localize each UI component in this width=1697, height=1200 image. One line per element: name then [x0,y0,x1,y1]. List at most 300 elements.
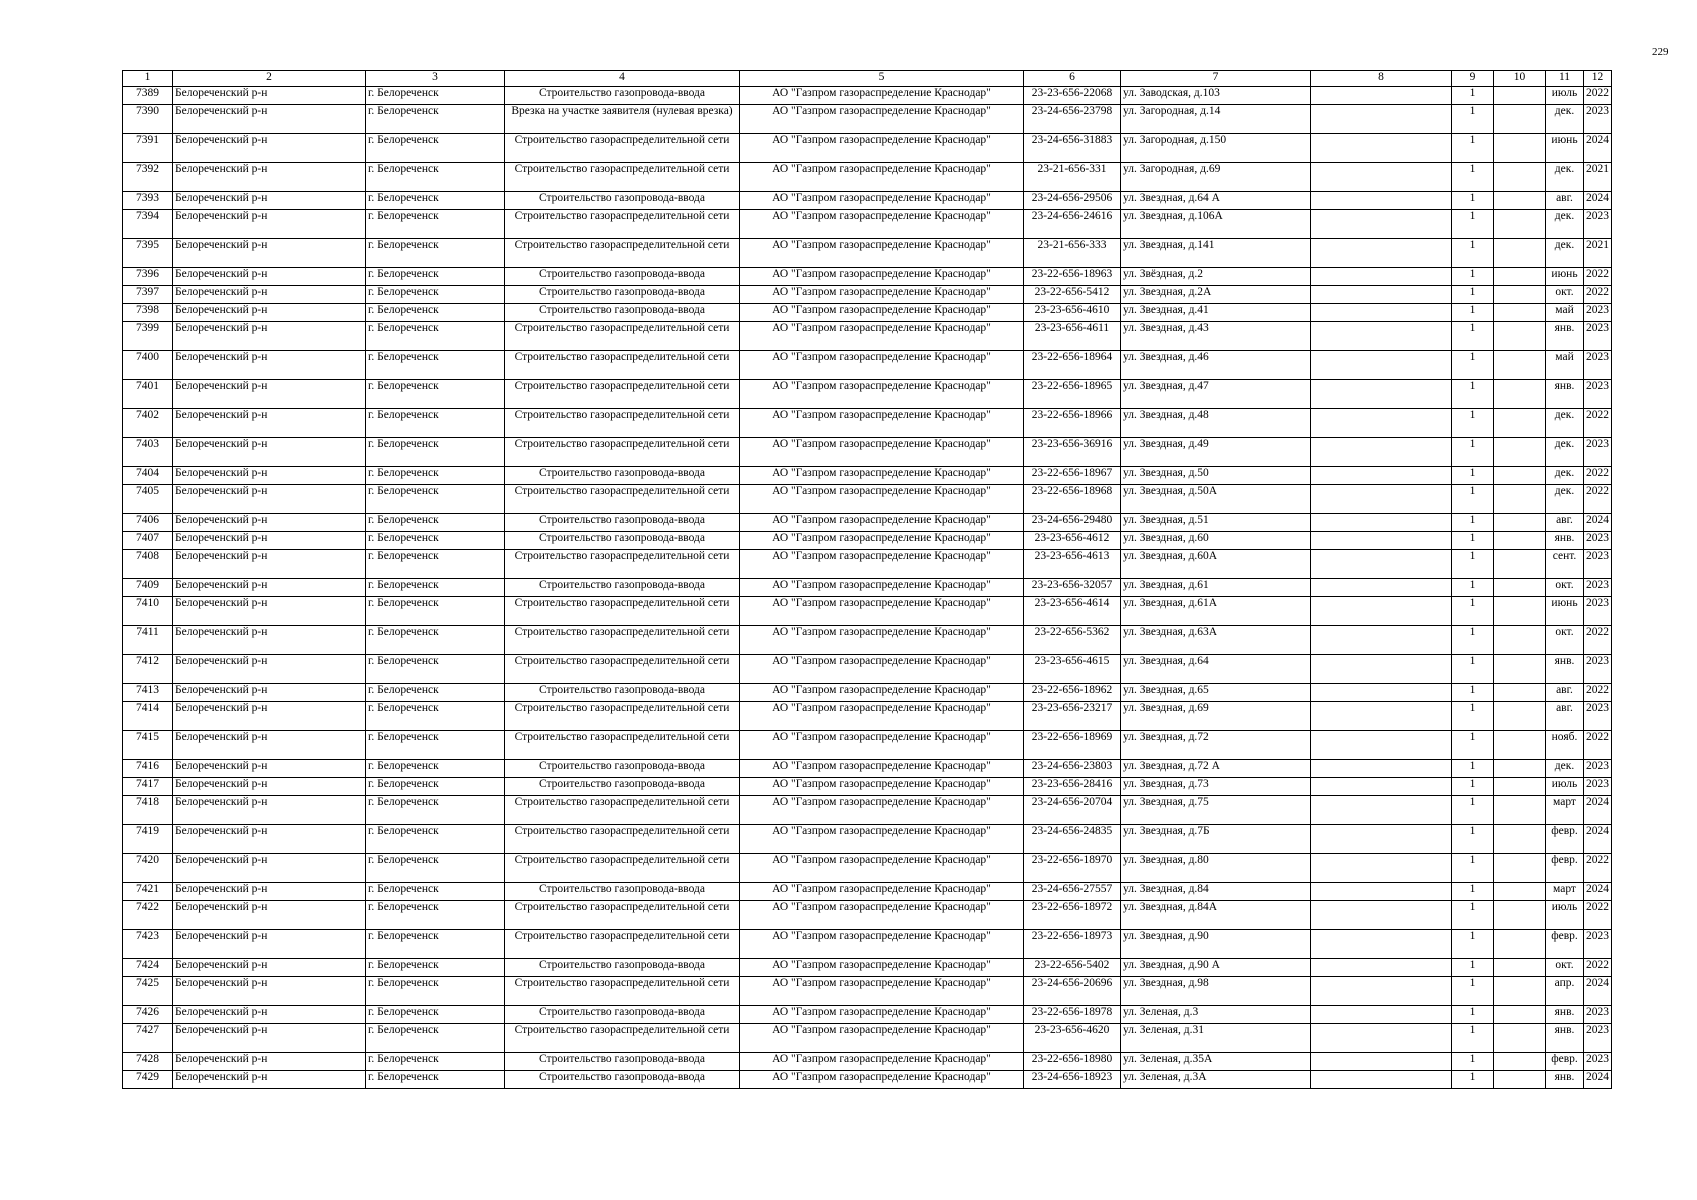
table-row [123,702,1612,731]
cell-organization: АО "Газпром газораспределение Краснодар" [740,286,1024,304]
cell-col8 [1311,514,1452,532]
cell-number: 7408 [123,550,173,579]
cell-work-type: Строительство газопровода-ввода [505,532,740,550]
cell-organization: АО "Газпром газораспределение Краснодар" [740,597,1024,626]
cell-quantity: 1 [1452,1053,1494,1071]
cell-number: 7425 [123,977,173,1006]
cell-col8 [1311,930,1452,959]
cell-organization: АО "Газпром газораспределение Краснодар" [740,760,1024,778]
cell-col10 [1494,597,1546,626]
cell-month: дек. [1546,760,1584,778]
cell-year: 2023 [1584,380,1612,409]
cell-organization: АО "Газпром газораспределение Краснодар" [740,579,1024,597]
cell-work-type: Строительство газораспределительной сети [505,796,740,825]
cell-year: 2023 [1584,760,1612,778]
cell-col8 [1311,409,1452,438]
cell-city: г. Белореченск [366,286,505,304]
cell-col8 [1311,1071,1452,1089]
cell-address: ул. Звездная, д.80 [1121,854,1311,883]
cell-organization: АО "Газпром газораспределение Краснодар" [740,532,1024,550]
cell-address: ул. Звездная, д.60 [1121,532,1311,550]
cell-organization: АО "Газпром газораспределение Краснодар" [740,134,1024,163]
cell-col8 [1311,532,1452,550]
cell-organization: АО "Газпром газораспределение Краснодар" [740,514,1024,532]
cell-year: 2024 [1584,883,1612,901]
column-header-5: 5 [740,71,1024,87]
cell-address: ул. Звездная, д.49 [1121,438,1311,467]
cell-organization: АО "Газпром газораспределение Краснодар" [740,684,1024,702]
cell-address: ул. Звездная, д.90 А [1121,959,1311,977]
cell-organization: АО "Газпром газораспределение Краснодар" [740,268,1024,286]
cell-month: окт. [1546,959,1584,977]
cell-district: Белореченский р-н [173,438,366,467]
cell-work-type: Строительство газопровода-ввода [505,1071,740,1089]
cell-number: 7428 [123,1053,173,1071]
cell-district: Белореченский р-н [173,579,366,597]
cell-month: дек. [1546,163,1584,192]
cell-number: 7426 [123,1006,173,1024]
cell-work-type: Строительство газораспределительной сети [505,134,740,163]
cell-address: ул. Загородная, д.69 [1121,163,1311,192]
cell-quantity: 1 [1452,930,1494,959]
cell-district: Белореченский р-н [173,87,366,105]
cell-month: май [1546,304,1584,322]
table-row [123,380,1612,409]
table-row [123,579,1612,597]
cell-month: май [1546,351,1584,380]
cell-month: дек. [1546,467,1584,485]
cell-quantity: 1 [1452,959,1494,977]
cell-city: г. Белореченск [366,901,505,930]
cell-organization: АО "Газпром газораспределение Краснодар" [740,1024,1024,1053]
cell-quantity: 1 [1452,351,1494,380]
cell-col8 [1311,684,1452,702]
cell-col10 [1494,304,1546,322]
cell-work-type: Строительство газораспределительной сети [505,901,740,930]
cell-organization: АО "Газпром газораспределение Краснодар" [740,550,1024,579]
cell-year: 2024 [1584,1071,1612,1089]
cell-organization: АО "Газпром газораспределение Краснодар" [740,409,1024,438]
cell-number: 7406 [123,514,173,532]
cell-district: Белореченский р-н [173,467,366,485]
cell-city: г. Белореченск [366,304,505,322]
cell-address: ул. Зеленая, д.31 [1121,1024,1311,1053]
cell-district: Белореченский р-н [173,286,366,304]
cell-work-type: Строительство газораспределительной сети [505,825,740,854]
cell-city: г. Белореченск [366,514,505,532]
cell-organization: АО "Газпром газораспределение Краснодар" [740,778,1024,796]
cell-col10 [1494,485,1546,514]
cell-quantity: 1 [1452,304,1494,322]
cell-work-type: Строительство газораспределительной сети [505,1024,740,1053]
cell-district: Белореченский р-н [173,626,366,655]
cell-work-type: Строительство газопровода-ввода [505,514,740,532]
cell-district: Белореченский р-н [173,854,366,883]
cell-number: 7402 [123,409,173,438]
cell-code: 23-22-656-5402 [1024,959,1121,977]
cell-city: г. Белореченск [366,977,505,1006]
cell-col10 [1494,268,1546,286]
cell-code: 23-22-656-18973 [1024,930,1121,959]
cell-address: ул. Звездная, д.73 [1121,778,1311,796]
cell-col8 [1311,485,1452,514]
cell-district: Белореченский р-н [173,883,366,901]
cell-number: 7392 [123,163,173,192]
cell-number: 7422 [123,901,173,930]
cell-year: 2022 [1584,731,1612,760]
cell-work-type: Строительство газораспределительной сети [505,409,740,438]
table-row [123,655,1612,684]
cell-address: ул. Звездная, д.72 А [1121,760,1311,778]
cell-col8 [1311,87,1452,105]
cell-district: Белореченский р-н [173,192,366,210]
table-row [123,322,1612,351]
cell-work-type: Врезка на участке заявителя (нулевая врезка) [505,105,740,134]
cell-quantity: 1 [1452,702,1494,731]
cell-code: 23-24-656-18923 [1024,1071,1121,1089]
cell-work-type: Строительство газораспределительной сети [505,485,740,514]
cell-year: 2023 [1584,1024,1612,1053]
table-row [123,550,1612,579]
cell-quantity: 1 [1452,1071,1494,1089]
cell-col10 [1494,192,1546,210]
cell-city: г. Белореченск [366,1024,505,1053]
table-row [123,163,1612,192]
cell-address: ул. Зеленая, д.3А [1121,1071,1311,1089]
cell-quantity: 1 [1452,322,1494,351]
cell-address: ул. Звездная, д.141 [1121,239,1311,268]
cell-district: Белореченский р-н [173,977,366,1006]
cell-organization: АО "Газпром газораспределение Краснодар" [740,351,1024,380]
cell-address: ул. Загородная, д.14 [1121,105,1311,134]
cell-district: Белореченский р-н [173,550,366,579]
cell-quantity: 1 [1452,438,1494,467]
cell-year: 2023 [1584,1006,1612,1024]
cell-year: 2022 [1584,409,1612,438]
cell-district: Белореченский р-н [173,1024,366,1053]
cell-number: 7416 [123,760,173,778]
table-row [123,1024,1612,1053]
page-number: 229 [1652,46,1669,58]
cell-quantity: 1 [1452,760,1494,778]
cell-quantity: 1 [1452,210,1494,239]
cell-organization: АО "Газпром газораспределение Краснодар" [740,322,1024,351]
register-table [122,70,1612,1089]
cell-month: янв. [1546,1071,1584,1089]
cell-code: 23-23-656-4614 [1024,597,1121,626]
table-row [123,268,1612,286]
cell-code: 23-21-656-331 [1024,163,1121,192]
table-row [123,192,1612,210]
cell-number: 7397 [123,286,173,304]
cell-year: 2022 [1584,87,1612,105]
cell-work-type: Строительство газораспределительной сети [505,702,740,731]
cell-col10 [1494,977,1546,1006]
cell-work-type: Строительство газораспределительной сети [505,854,740,883]
cell-quantity: 1 [1452,796,1494,825]
cell-code: 23-23-656-32057 [1024,579,1121,597]
cell-col10 [1494,579,1546,597]
table-row [123,977,1612,1006]
cell-address: ул. Звездная, д.41 [1121,304,1311,322]
cell-code: 23-24-656-20696 [1024,977,1121,1006]
cell-month: сент. [1546,550,1584,579]
cell-city: г. Белореченск [366,532,505,550]
cell-code: 23-24-656-24616 [1024,210,1121,239]
cell-month: июль [1546,87,1584,105]
cell-city: г. Белореченск [366,192,505,210]
cell-quantity: 1 [1452,514,1494,532]
table-row [123,286,1612,304]
cell-city: г. Белореченск [366,883,505,901]
cell-address: ул. Звездная, д.48 [1121,409,1311,438]
cell-quantity: 1 [1452,883,1494,901]
cell-quantity: 1 [1452,268,1494,286]
cell-col8 [1311,901,1452,930]
cell-col10 [1494,532,1546,550]
table-row [123,684,1612,702]
cell-address: ул. Звездная, д.7Б [1121,825,1311,854]
table-row [123,467,1612,485]
table-row [123,778,1612,796]
cell-number: 7396 [123,268,173,286]
cell-quantity: 1 [1452,105,1494,134]
table-row [123,597,1612,626]
cell-code: 23-22-656-18964 [1024,351,1121,380]
cell-district: Белореченский р-н [173,1053,366,1071]
cell-number: 7401 [123,380,173,409]
cell-city: г. Белореченск [366,597,505,626]
cell-quantity: 1 [1452,977,1494,1006]
cell-number: 7404 [123,467,173,485]
cell-col10 [1494,134,1546,163]
cell-district: Белореченский р-н [173,409,366,438]
table-row [123,532,1612,550]
cell-quantity: 1 [1452,380,1494,409]
cell-col10 [1494,778,1546,796]
table-row [123,304,1612,322]
cell-district: Белореченский р-н [173,210,366,239]
cell-district: Белореченский р-н [173,760,366,778]
cell-year: 2023 [1584,1053,1612,1071]
cell-quantity: 1 [1452,626,1494,655]
cell-code: 23-24-656-20704 [1024,796,1121,825]
cell-month: апр. [1546,977,1584,1006]
cell-city: г. Белореченск [366,778,505,796]
cell-year: 2023 [1584,438,1612,467]
cell-district: Белореченский р-н [173,239,366,268]
cell-work-type: Строительство газопровода-ввода [505,87,740,105]
cell-work-type: Строительство газораспределительной сети [505,380,740,409]
column-header-12: 12 [1584,71,1612,87]
cell-address: ул. Зеленая, д.35А [1121,1053,1311,1071]
cell-col10 [1494,854,1546,883]
cell-year: 2023 [1584,702,1612,731]
cell-year: 2023 [1584,532,1612,550]
cell-address: ул. Звездная, д.64 А [1121,192,1311,210]
column-header-10: 10 [1494,71,1546,87]
cell-address: ул. Звездная, д.2А [1121,286,1311,304]
cell-work-type: Строительство газопровода-ввода [505,883,740,901]
cell-work-type: Строительство газопровода-ввода [505,684,740,702]
cell-address: ул. Звездная, д.64 [1121,655,1311,684]
table-row [123,1053,1612,1071]
cell-city: г. Белореченск [366,105,505,134]
cell-quantity: 1 [1452,1024,1494,1053]
cell-work-type: Строительство газораспределительной сети [505,626,740,655]
cell-col8 [1311,854,1452,883]
cell-col8 [1311,825,1452,854]
cell-address: ул. Звездная, д.75 [1121,796,1311,825]
table-row [123,883,1612,901]
cell-col10 [1494,322,1546,351]
cell-code: 23-22-656-18978 [1024,1006,1121,1024]
cell-year: 2024 [1584,796,1612,825]
cell-col8 [1311,1024,1452,1053]
cell-organization: АО "Газпром газораспределение Краснодар" [740,977,1024,1006]
cell-organization: АО "Газпром газораспределение Краснодар" [740,930,1024,959]
table-row [123,825,1612,854]
column-header-2: 2 [173,71,366,87]
cell-work-type: Строительство газопровода-ввода [505,467,740,485]
cell-organization: АО "Газпром газораспределение Краснодар" [740,854,1024,883]
cell-number: 7390 [123,105,173,134]
cell-month: нояб. [1546,731,1584,760]
cell-number: 7400 [123,351,173,380]
table-row [123,959,1612,977]
cell-year: 2024 [1584,192,1612,210]
cell-col8 [1311,1006,1452,1024]
cell-city: г. Белореченск [366,796,505,825]
cell-district: Белореченский р-н [173,322,366,351]
cell-organization: АО "Газпром газораспределение Краснодар" [740,380,1024,409]
table-row [123,1071,1612,1089]
cell-code: 23-24-656-27557 [1024,883,1121,901]
cell-city: г. Белореченск [366,760,505,778]
cell-col10 [1494,655,1546,684]
cell-number: 7405 [123,485,173,514]
cell-city: г. Белореченск [366,87,505,105]
cell-address: ул. Звездная, д.61 [1121,579,1311,597]
cell-code: 23-23-656-4613 [1024,550,1121,579]
cell-organization: АО "Газпром газораспределение Краснодар" [740,626,1024,655]
cell-col8 [1311,702,1452,731]
table-row [123,930,1612,959]
cell-col10 [1494,1071,1546,1089]
cell-city: г. Белореченск [366,134,505,163]
cell-year: 2022 [1584,854,1612,883]
cell-month: февр. [1546,1053,1584,1071]
cell-month: янв. [1546,322,1584,351]
cell-year: 2024 [1584,825,1612,854]
cell-organization: АО "Газпром газораспределение Краснодар" [740,485,1024,514]
cell-code: 23-24-656-31883 [1024,134,1121,163]
cell-district: Белореченский р-н [173,268,366,286]
cell-quantity: 1 [1452,597,1494,626]
cell-quantity: 1 [1452,532,1494,550]
cell-col10 [1494,1006,1546,1024]
cell-work-type: Строительство газораспределительной сети [505,210,740,239]
cell-district: Белореченский р-н [173,796,366,825]
cell-col8 [1311,550,1452,579]
cell-quantity: 1 [1452,485,1494,514]
cell-year: 2022 [1584,467,1612,485]
cell-month: февр. [1546,854,1584,883]
cell-month: дек. [1546,438,1584,467]
cell-year: 2023 [1584,579,1612,597]
cell-quantity: 1 [1452,192,1494,210]
cell-work-type: Строительство газораспределительной сети [505,977,740,1006]
cell-number: 7409 [123,579,173,597]
cell-organization: АО "Газпром газораспределение Краснодар" [740,467,1024,485]
cell-city: г. Белореченск [366,854,505,883]
cell-year: 2021 [1584,239,1612,268]
cell-quantity: 1 [1452,731,1494,760]
cell-code: 23-23-656-4610 [1024,304,1121,322]
cell-col10 [1494,1053,1546,1071]
cell-address: ул. Звездная, д.84 [1121,883,1311,901]
cell-address: ул. Звездная, д.84А [1121,901,1311,930]
cell-quantity: 1 [1452,655,1494,684]
cell-city: г. Белореченск [366,684,505,702]
cell-year: 2022 [1584,959,1612,977]
cell-work-type: Строительство газопровода-ввода [505,1006,740,1024]
cell-col8 [1311,883,1452,901]
cell-city: г. Белореченск [366,655,505,684]
cell-number: 7411 [123,626,173,655]
cell-district: Белореченский р-н [173,105,366,134]
cell-month: июнь [1546,134,1584,163]
cell-district: Белореченский р-н [173,304,366,322]
cell-work-type: Строительство газораспределительной сети [505,731,740,760]
cell-work-type: Строительство газораспределительной сети [505,239,740,268]
cell-district: Белореченский р-н [173,825,366,854]
table-row [123,351,1612,380]
cell-address: ул. Звездная, д.50А [1121,485,1311,514]
cell-work-type: Строительство газопровода-ввода [505,286,740,304]
cell-quantity: 1 [1452,467,1494,485]
table-row [123,760,1612,778]
cell-year: 2022 [1584,286,1612,304]
cell-month: авг. [1546,684,1584,702]
cell-year: 2023 [1584,105,1612,134]
cell-organization: АО "Газпром газораспределение Краснодар" [740,796,1024,825]
cell-number: 7429 [123,1071,173,1089]
table-row [123,134,1612,163]
cell-address: ул. Звёздная, д.2 [1121,268,1311,286]
cell-district: Белореченский р-н [173,731,366,760]
cell-city: г. Белореченск [366,626,505,655]
cell-code: 23-24-656-23798 [1024,105,1121,134]
cell-col8 [1311,760,1452,778]
cell-col10 [1494,239,1546,268]
cell-work-type: Строительство газопровода-ввода [505,192,740,210]
cell-address: ул. Звездная, д.90 [1121,930,1311,959]
cell-year: 2022 [1584,268,1612,286]
cell-code: 23-22-656-18980 [1024,1053,1121,1071]
cell-work-type: Строительство газопровода-ввода [505,1053,740,1071]
cell-address: ул. Заводская, д.103 [1121,87,1311,105]
cell-col10 [1494,550,1546,579]
column-header-8: 8 [1311,71,1452,87]
cell-organization: АО "Газпром газораспределение Краснодар" [740,702,1024,731]
cell-number: 7407 [123,532,173,550]
cell-code: 23-22-656-18967 [1024,467,1121,485]
cell-number: 7410 [123,597,173,626]
cell-district: Белореченский р-н [173,702,366,731]
cell-work-type: Строительство газопровода-ввода [505,778,740,796]
cell-month: июнь [1546,268,1584,286]
